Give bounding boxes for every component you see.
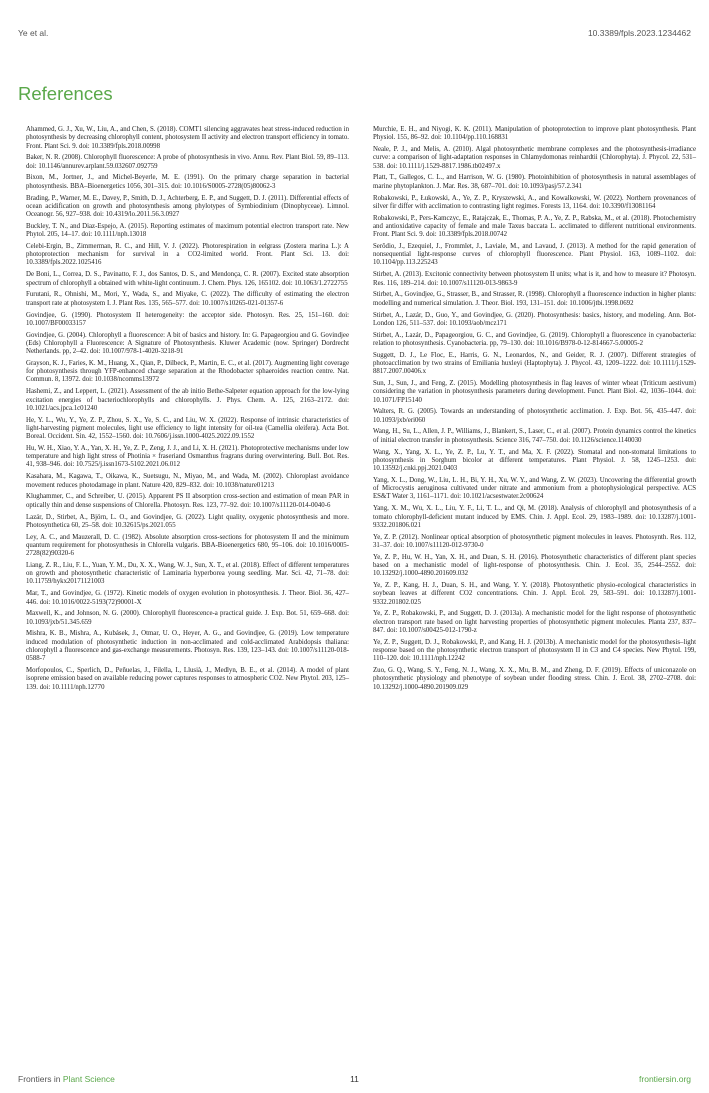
references-right-column [373, 126, 696, 695]
page-footer [18, 1074, 691, 1086]
reference-entry: Stirbet, A., Govindjee, G., Strasser, B., and Strasser, R. (1998). Chlorophyll a fluorescence induction in higher plants: modelling and numerical simulation. J. Theor. Biol. 193, 131–151. doi: 10.1006/jtbi.1998.0692 [373, 291, 696, 307]
reference-entry: Grayson, K. J., Faries, K. M., Huang, X., Qian, P., Dilbeck, P., Martin, E. C., et al. (2017). Augmenting light coverage for photosynthesis through YFP-enhanced charge separation at the Rhodobacter sphaeroides reaction centre. Nat. Commun. 8, 13972. doi: 10.1038/ncomms13972 [26, 359, 349, 384]
reference-entry: Maxwell, K., and Johnson, N. G. (2000). Chlorophyll fluorescence-a practical guide. J. Exp. Bot. 51, 659–668. doi: 10.1093/jxb/51.345.659 [26, 610, 349, 626]
running-header [18, 28, 691, 42]
reference-entry: Buckley, T. N., and Diaz-Espejo, A. (2015). Reporting estimates of maximum potential electron transport rate. New Phytol. 205, 14–17. doi: 10.1111/nph.13018 [26, 222, 349, 239]
reference-entry: Ye, Z. P., Suggett, D. J., Robakowski, P., and Kang, H. J. (2013b). A mechanistic model for the photosynthesis–light response based on the photosynthetic electron transport of photosystem II in C3 and C4 species. New Phytol. 199, 110–120. doi: 10.1111/nph.12242 [373, 638, 696, 663]
reference-entry: Robakowski, P., Pers-Kamczyc, E., Ratajczak, E., Thomas, P. A., Ye, Z. P., Rabska, M., et al. (2018). Photochemistry and antioxidative capacity of female and male Taxus baccata L. acclimated to different nutritional environments. Front. Plant Sci. 9. doi: 10.3389/fpls.2018.00742 [373, 214, 696, 239]
reference-entry: Hu, W. H., Xiao, Y. A., Yan, X. H., Ye, Z. P., Zeng, J. J., and Li, X. H. (2021). Photoprotective mechanisms under low temperature and high light stress of Photinia × fraseriand Osmanthus fragrans during overwintering. Bull. Bot. Res. 41, 938–946. doi: 10.7525/j.issn1673-5102.2021.06.012 [26, 444, 349, 469]
reference-entry: Murchie, E. H., and Niyogi, K. K. (2011). Manipulation of photoprotection to improve plant photosynthesis. Plant Physiol. 155, 86–92. doi: 10.1104/pp.110.168831 [373, 126, 696, 142]
reference-entry: Ye, Z. P., Kang, H. J., Duan, S. H., and Wang, Y. Y. (2018). Photosynthetic physio-ecological characteristics in soybean leaves at different CO2 concentrations. Chin. J. Appl. Ecol. 29, 583–591. doi: 10.13287/j.1001-9332.201802.025 [373, 582, 696, 606]
reference-entry: Liang, Z. R., Liu, F. L., Yuan, Y. M., Du, X. X., Wang, W. J., Sun, X. T., et al. (2018). Effect of different temperatures on growth and photosynthetic characteristic of Laminaria hyperborea young seedling. Mar. Sci. 42, 71–78. doi: 10.11759/hykx20171121003 [26, 561, 349, 586]
reference-entry: Lazár, D., Stirbet, A., Björn, L. O., and Govindjee, G. (2022). Light quality, oxygenic photosynthesis and more. Photosynthetica 60, 25–58. doi: 10.32615/ps.2021.055 [26, 513, 349, 529]
reference-entry: Walters, R. G. (2005). Towards an understanding of photosynthetic acclimation. J. Exp. Bot. 56, 435–447. doi: 10.1093/jxb/eri060 [373, 408, 696, 424]
reference-entry: Klughammer, C., and Schreiber, U. (2015). Apparent PS II absorption cross-section and estimation of mean PAR in optically thin and dense suspensions of Chlorella. Photosyn. Res. 123, 77–92. doi: 10.1007/s11120-014-0040-6 [26, 493, 349, 509]
section-title: References [18, 83, 113, 104]
reference-entry: Yang, X. L., Dong, W., Liu, L. H., Bi, Y. H., Xu, W. Y., and Wang, Z. W. (2023). Uncovering the differential growth of Microcystis aeruginosa cultivated under nitrate and ammonium from a photophysiological perspective. ACS ES&T Water 3, 1161–1171. doi: 10.1021/acsestwater.2c00624 [373, 476, 696, 501]
reference-entry: Stirbet, A., Lazár, D., Papageorgiou, G. C., and Govindjee, G. (2019). Chlorophyll a fluorescence in cyanobacteria: relation to photosynthesis. Cyanobacteria. pp, 79–130. doi: 10.1016/B978-0-12-814667-5.00005-2 [373, 331, 696, 347]
reference-entry: Robakowski, P., Łukowski, A., Ye, Z. P., Kryszewski, A., and Kowalkowski, W. (2022). Northern provenances of silver fir differ with acclimation to contrasting light regimes. Forests 13, 1164. doi: 10.3390/f13081164 [373, 194, 696, 210]
reference-entry: Celebi-Ergin, B., Zimmerman, R. C., and Hill, V. J. (2022). Photorespiration in eelgrass (Zostera marina L.): A photoprotection mechanism for survival in a CO2-limited world. Front. Plant Sci. 13. doi: 10.3389/fpls.2022.1025416 [26, 242, 349, 267]
reference-entry: Morfopoulos, C., Sperlich, D., Peñuelas, J., Filella, I., Llusià, J., Medlyn, B. E., et al. (2014). A model of plant isoprene emission based on available reducing power captures responses to atmospheric CO2. New Phytol. 203, 125–139. doi: 10.1111/nph.12770 [26, 667, 349, 691]
reference-entry: Ley, A. C., and Mauzerall, D. C. (1982). Absolute absorption cross-sections for photosystem II and the minimum quantum requirement for photosynthesis in Chlorella vulgaris. BBA-Bioenergetics 680, 95–106. doi: 10.1016/0005-2728(82)90320-6 [26, 533, 349, 558]
header-author: Ye et al. [18, 28, 49, 38]
reference-entry: Neale, P. J., and Melis, A. (2010). Algal photosynthetic membrane complexes and the photosynthesis-irradiance curve: a comparison of light-adaptation responses in Chlamydomonas reinhardtii (Chlorophyta). J. Phycol. 22, 531–538. doi: 10.1111/j.1529-8817.1986.tb02497.x [373, 146, 696, 170]
reference-entry: Brading, P., Warner, M. E., Davey, P., Smith, D. J., Achterberg, E. P., and Suggett, D. J. (2011). Differential effects of ocean acidification on growth and photosynthesis among phylotypes of Symbiodinium (Dinophyceae). Limnol. Oceanogr. 56, 927–938. doi: 10.4319/lo.2011.56.3.0927 [26, 194, 349, 219]
reference-entry: Serôdio, J., Ezequiel, J., Frommlet, J., Laviale, M., and Lavaud, J. (2013). A method for the rapid generation of nonsequential light-response curves of chlorophyll fluorescence. Plant Physiol. 163, 1089–1102. doi: 10.1104/pp.113.225243 [373, 242, 696, 267]
references-left-column [26, 126, 349, 695]
reference-entry: Zuo, G. Q., Wang, S. Y., Feng, N. J., Wang, X. X., Mu, B. M., and Zheng, D. F. (2019). Effects of uniconazole on photosynthetic physiology and phenotype of soybean under flooding stress. Chin. J. Ecol. 38, 2702–2708. doi: 10.13292/j.1000-4890.201909.029 [373, 667, 696, 691]
reference-entry: Govindjee, G. (1990). Photosystem II heterogeneity: the acceptor side. Photosyn. Res. 25, 151–160. doi: 10.1007/BF00033157 [26, 311, 349, 327]
reference-entry: Hashemi, Z., and Leppert, L. (2021). Assessment of the ab initio Bethe-Salpeter equation approach for the low-lying excitation energies of bacteriochlorophylls and chlorophylls. J. Phys. Chem. A. 125, 2163–2172. doi: 10.1021/acs.jpca.1c01240 [26, 388, 349, 412]
reference-entry: Wang, H., Su, L., Allen, J. P., Williams, J., Blankert, S., Laser, C., et al. (2007). Protein dynamics control the kinetics of initial electron transfer in photosynthesis. Science 316, 747–750. doi: 10.1126/science.1140030 [373, 428, 696, 444]
reference-entry: He, Y. L., Wu, Y., Ye, Z. P., Zhou, S. X., Ye, S. C., and Liu, W. X. (2022). Response of intrinsic characteristics of light-harvesting pigment molecules, light use efficiency to light intensity for oil-tea (Camellia oleifera). Acta Bot. Boreal. Occident. Sin. 42, 1552–1560. doi: 10.7606/j.issn.1000-4025.2022.09.1552 [26, 416, 349, 441]
reference-entry: Stirbet, A. (2013). Excitonic connectivity between photosystem II units; what is it, and how to measure it? Photosyn. Res. 116, 189–214. doi: 10.1007/s11120-013-9863-9 [373, 271, 696, 287]
reference-entry: Platt, T., Gallegos, C. L., and Harrison, W. G. (1980). Photoinhibition of photosynthesis in natural assemblages of marine phytoplankton. J. Mar. Res. 38, 687–701. doi: 10.1093/pasj/57.2.341 [373, 174, 696, 190]
reference-entry: Furutani, R., Ohnishi, M., Mori, Y., Wada, S., and Miyake, C. (2022). The difficulty of estimating the electron transport rate at photosystem I. J. Plant Res. 135, 565–577. doi: 10.1007/s10265-021-01357-6 [26, 291, 349, 307]
footer-journal-prefix: Frontiers in [18, 1074, 61, 1084]
reference-entry: Ye, Z. P., Hu, W. H., Yan, X. H., and Duan, S. H. (2016). Photosynthetic characteristics of different plant species based on a mechanistic model of light-response of photosynthesis. Chin. J. Ecol. 35, 2544–2552. doi: 10.13292/j.1000-4890.201609.032 [373, 553, 696, 578]
reference-entry: Bixon, M., Jortner, J., and Michel-Beyerle, M. E. (1991). On the primary charge separation in bacterial photosynthesis. BBA–Bioenergetics 1056, 301–315. doi: 10.1016/S0005-2728(05)80062-3 [26, 174, 349, 190]
reference-entry: Yang, X. M., Wu, X. L., Liu, Y. F., Li, T. L., and Qi, M. (2018). Analysis of chlorophyll and photosynthesis of a tomato chlorophyll-deficient mutant induced by EMS. Chin. J. Appl. Ecol. 29, 1983–1989. doi: 10.13287/j.1001-9332.201806.021 [373, 505, 696, 529]
reference-entry: Govindjee, G. (2004). Chlorophyll a fluorescence: A bit of basics and history. In: G. Papageorgiou and G. Govindjee (Eds) Chlorophyll a Fluorescence: A Signature of Photosynthesis. Kluwer Academic (now. Springer) Dordrecht Netherlands. pp, 2–42. doi: 10.1007/978-1-4020-3218-91 [26, 331, 349, 356]
reference-entry: Sun, J., Sun, J., and Feng, Z. (2015). Modelling photosynthesis in flag leaves of winter wheat (Triticum aestivum) considering the variation in photosynthesis parameters during development. Funct. Plant Biol. 42, 1036–1044. doi: 10.1071/FP15140 [373, 380, 696, 404]
reference-entry: Mishra, K. B., Mishra, A., Kubásek, J., Otmar, U. O., Heyer, A. G., and Govindjee, G. (2019). Low temperature induced modulation of photosynthetic induction in non-acclimated and cold-acclimated Arabidopsis thaliana: chlorophyll a fluorescence and gas-exchange measurements. Photosyn. Res. 139, 123–143. doi: 10.1007/s11120-018-0588-7 [26, 630, 349, 663]
reference-entry: Kasahara, M., Kagawa, T., Oikawa, K., Suetsugu, N., Miyao, M., and Wada, M. (2002). Chloroplast avoidance movement reduces photodamage in plant. Nature 420, 829–832. doi: 10.1038/nature01213 [26, 473, 349, 489]
reference-entry: Suggett, D. J., Le Floc, E., Harris, G. N., Leonardos, N., and Geider, R. J. (2007). Different strategies of photoacclimation by two strains of Emiliania huxleyi (Haptophyta). J. Phycol. 43, 1209–1222. doi: 10.1111/j.1529-8817.2007.00406.x [373, 351, 696, 376]
reference-entry: Mar, T., and Govindjee, G. (1972). Kinetic models of oxygen evolution in photosynthesis. J. Theor. Biol. 36, 427–446. doi: 10.1016/0022-5193(72)90001-X [26, 590, 349, 606]
header-doi[interactable]: 10.3389/fpls.2023.1234462 [587, 28, 691, 38]
page-number: 11 [350, 1074, 359, 1084]
reference-entry: Ye, Z. P., Robakowski, P., and Suggett, D. J. (2013a). A mechanistic model for the light response of photosynthetic electron transport rate based on light harvesting properties of photosynthetic pigment molecules. Planta 237, 837–847. doi: 10.1007/s00425-012-1790-z [373, 610, 696, 634]
reference-entry: Baker, N. R. (2008). Chlorophyll fluorescence: A probe of photosynthesis in vivo. Annu. Rev. Plant Biol. 59, 89–113. doi: 10.1146/annurev.arplant.59.032607.092759 [26, 154, 349, 170]
reference-entry: De Boni, L., Correa, D. S., Pavinatto, F. J., dos Santos, D. S., and Mendonça, C. R. (2007). Excited state absorption spectrum of chlorophyll a obtained with white-light continuum. J. Chem. Phys. 126, 165102. doi: 10.1063/1.2722755 [26, 271, 349, 287]
reference-entry: Stirbet, A., Lazár, D., Guo, Y., and Govindjee, G. (2020). Photosynthesis: basics, history, and modeling. Ann. Bot-London 126, 511–537. doi: 10.1093/aob/mcz171 [373, 311, 696, 327]
reference-entry: Ye, Z. P. (2012). Nonlinear optical absorption of photosynthetic pigment molecules in leaves. Photosynth. Res. 112, 31–37. doi: 10.1007/s11120-012-9730-0 [373, 533, 696, 549]
footer-journal-name: Plant Science [62, 1074, 115, 1084]
reference-entry: Ahammed, G. J., Xu, W., Liu, A., and Chen, S. (2018). COMT1 silencing aggravates heat stress-induced reduction in photosynthesis by decreasing chlorophyll content, photosystem II activity and electron transport efficiency in tomato. Front. Plant Sci. 9. doi: 10.3389/fpls.2018.00998 [26, 126, 349, 150]
reference-entry: Wang, X., Yang, X. L., Ye, Z. P., Lu, Y. T., and Ma, X. F. (2022). Stomatal and non-stomatal limitations to photosynthesis in Sorghum bicolor at different temperatures. Plant Physiol. J. 58, 1245–1253. doi: 10.13592/j.cnki.ppj.2021.0403 [373, 448, 696, 473]
footer-site-link[interactable]: frontiersin.org [639, 1074, 691, 1084]
